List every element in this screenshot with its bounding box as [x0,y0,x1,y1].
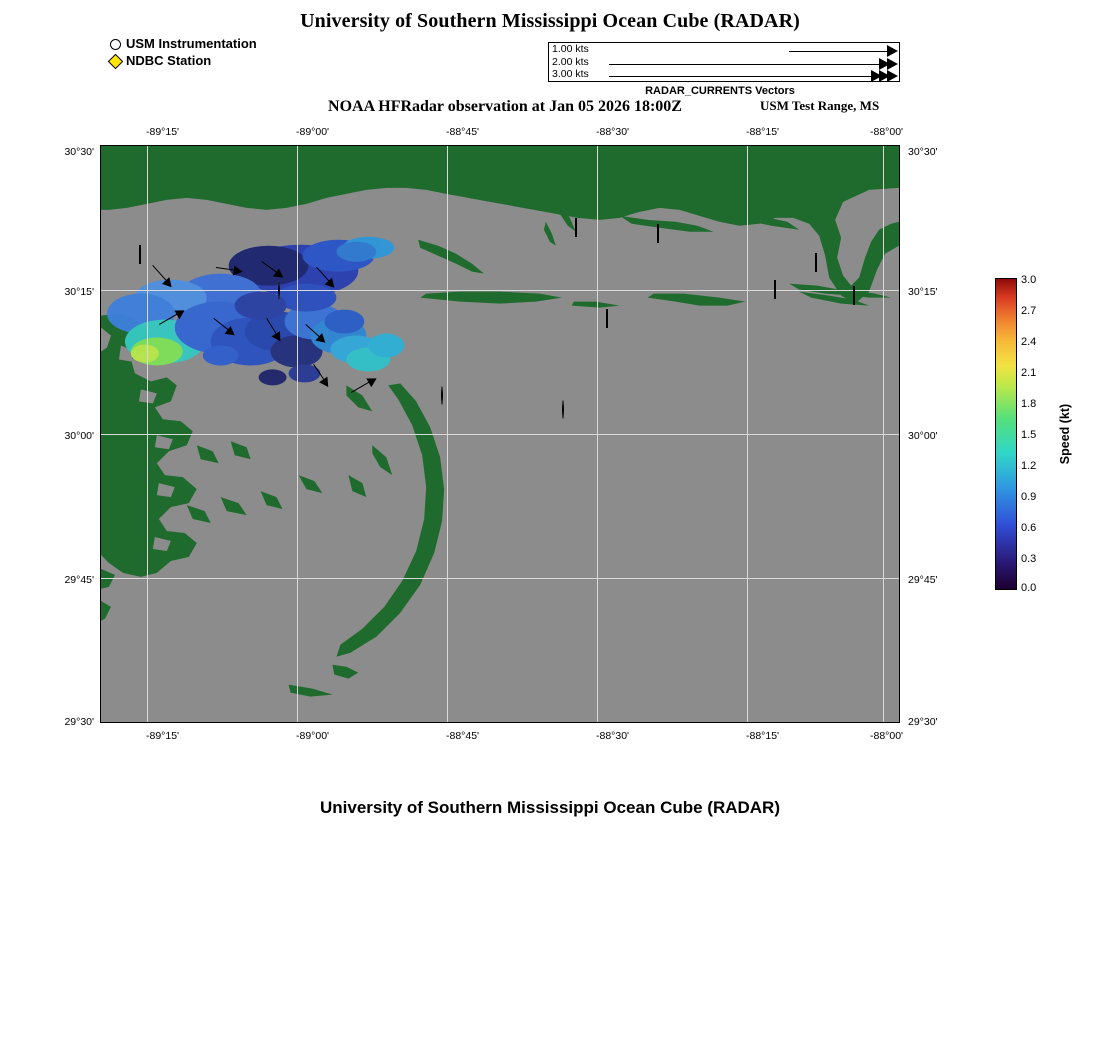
usm-instrumentation-marker-icon [278,281,280,300]
colorbar-tick: 0.6 [1021,522,1037,534]
ndbc-station[interactable] [139,246,141,264]
lon-tick-top: -89°15' [146,126,180,138]
vector-arrowhead-icon [887,70,898,82]
vector-key-row-3kt [549,69,899,82]
colorbar-title: Speed (kt) [1058,403,1072,465]
vector-shaft-icon [789,51,889,52]
lat-tick-left: 29°45' [64,574,94,586]
lat-tick-right: 29°45' [908,574,938,586]
ndbc-station-marker-icon [657,224,659,243]
ndbc-station[interactable] [815,254,817,272]
usm-instrumentation-station[interactable] [562,401,564,419]
grid-line-horizontal [101,434,899,435]
lon-tick-bottom: -88°45' [446,730,480,742]
lon-tick-top: -88°45' [446,126,480,138]
ndbc-station-marker-icon [774,280,776,299]
ndbc-station[interactable] [575,219,577,237]
vector-arrowhead-icon [887,45,898,57]
colorbar-tick: 2.1 [1021,367,1037,379]
ndbc-station[interactable] [657,225,659,243]
usm-instrumentation-marker-icon [441,386,443,405]
vector-arrowhead-icon [233,265,243,276]
lat-tick-right: 30°15' [908,286,938,298]
ndbc-station[interactable] [853,287,855,305]
grid-line-horizontal [101,290,899,291]
page-title: University of Southern Mississippi Ocean Cube (RADAR) [300,10,800,32]
lon-tick-top: -88°30' [596,126,630,138]
footer-title: University of Southern Mississippi Ocean Cube (RADAR) [319,798,780,817]
lon-tick-top: -88°00' [870,126,904,138]
colorbar-tick: 0.9 [1021,491,1037,503]
lon-tick-bottom: -89°00' [296,730,330,742]
colorbar-tick: 1.8 [1021,398,1037,410]
legend-item-ndbc-station [110,53,257,69]
usm-instrumentation-marker-icon [110,39,121,50]
grid-line-horizontal [101,578,899,579]
vector-key-label: 2.00 kts [552,56,589,68]
colorbar-tick: 1.2 [1021,460,1037,472]
map-legend [110,36,257,70]
lon-tick-top: -89°00' [296,126,330,138]
lat-tick-left: 30°00' [64,430,94,442]
lat-tick-left: 30°15' [64,286,94,298]
lat-tick-right: 30°00' [908,430,938,442]
ndbc-station-marker-icon [815,253,817,272]
lon-tick-bottom: -88°30' [596,730,630,742]
ndbc-station-marker-icon [606,309,608,328]
legend-item-label: USM Instrumentation [126,36,257,51]
vector-shaft-icon [609,76,889,77]
lat-tick-right: 30°30' [908,146,938,158]
lat-tick-right: 29°30' [908,716,938,728]
colorbar-tick: 2.7 [1021,305,1037,317]
colorbar-tick: 2.4 [1021,336,1037,348]
vector-scale-key [548,42,900,82]
vector-key-label: 1.00 kts [552,43,589,55]
usm-instrumentation-marker-icon [562,400,564,419]
usm-instrumentation-station[interactable] [441,387,443,405]
legend-item-usm-instrumentation [110,36,257,52]
lat-tick-left: 30°30' [64,146,94,158]
colorbar-tick: 1.5 [1021,429,1037,441]
ndbc-station[interactable] [774,281,776,299]
lon-tick-bottom: -89°15' [146,730,180,742]
ndbc-station[interactable] [606,310,608,328]
lon-tick-bottom: -88°15' [746,730,780,742]
legend-item-label: NDBC Station [126,53,212,68]
lon-tick-bottom: -88°00' [870,730,904,742]
vector-shaft-icon [609,64,889,65]
map-canvas[interactable] [100,145,900,723]
lat-tick-left: 29°30' [64,716,94,728]
colorbar-gradient [995,278,1017,590]
observation-subtitle: NOAA HFRadar observation at Jan 05 2026 18:00Z [328,98,682,115]
vector-key-label: 3.00 kts [552,68,589,80]
ndbc-station-marker-icon [139,245,141,264]
ndbc-station-marker-icon [853,286,855,305]
colorbar-tick: 0.0 [1021,582,1037,594]
ndbc-station-marker-icon [108,53,124,69]
colorbar-tick: 0.3 [1021,553,1037,565]
vector-key-row-1kt [549,44,899,57]
colorbar-tick: 3.0 [1021,274,1037,286]
vector-key-caption: RADAR_CURRENTS Vectors [645,85,795,97]
range-label: USM Test Range, MS [760,98,880,113]
ndbc-station-marker-icon [575,218,577,237]
lon-tick-top: -88°15' [746,126,780,138]
usm-instrumentation-station[interactable] [278,282,280,300]
